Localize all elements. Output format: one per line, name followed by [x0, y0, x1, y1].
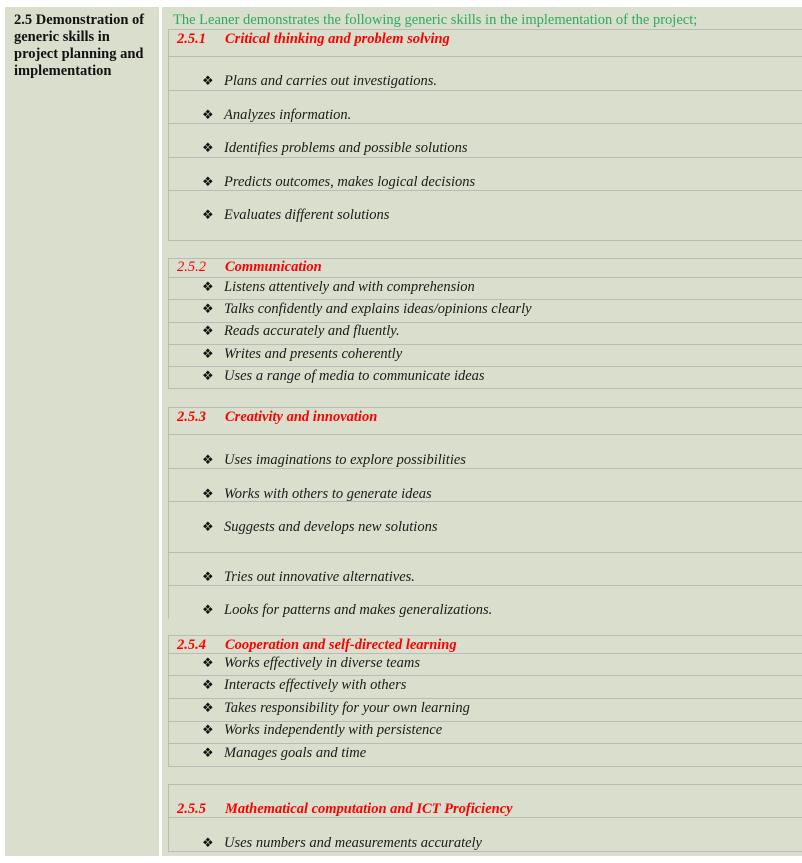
list-item: ❖ Talks confidently and explains ideas/opinions clearly	[202, 301, 532, 317]
rule	[168, 552, 802, 553]
diamond-bullet-icon: ❖	[202, 835, 214, 850]
diamond-bullet-icon: ❖	[202, 279, 214, 294]
rule	[168, 157, 802, 158]
list-item: ❖ Works independently with persistence	[202, 722, 443, 738]
diamond-bullet-icon: ❖	[202, 452, 214, 467]
rule	[168, 766, 802, 767]
rule	[168, 90, 802, 91]
list-item: ❖ Tries out innovative alternatives.	[202, 569, 415, 585]
list-item: ❖ Works effectively in diverse teams	[202, 655, 420, 671]
diamond-bullet-icon: ❖	[202, 301, 214, 316]
diamond-bullet-icon: ❖	[202, 346, 214, 361]
section-number: 2.5.3	[177, 409, 206, 425]
list-item: ❖ Interacts effectively with others	[202, 677, 407, 693]
rule	[168, 240, 802, 241]
rule	[168, 434, 802, 435]
diamond-bullet-icon: ❖	[202, 174, 214, 189]
list-item: ❖ Works with others to generate ideas	[202, 486, 432, 502]
rule	[168, 784, 169, 851]
list-item: ❖ Reads accurately and fluently.	[202, 323, 400, 339]
list-item: ❖ Listens attentively and with comprehension	[202, 279, 475, 295]
section-number: 2.5.4	[177, 637, 206, 653]
diamond-bullet-icon: ❖	[202, 745, 214, 760]
rule	[168, 56, 802, 57]
section-number: 2.5.1	[177, 31, 206, 47]
row-heading: 2.5 Demonstration of generic skills in project planning and implementation	[14, 12, 145, 79]
rule	[168, 388, 802, 389]
section-title: Critical thinking and problem solving	[225, 31, 450, 47]
section-number: 2.5.5	[177, 801, 206, 817]
diamond-bullet-icon: ❖	[202, 486, 214, 501]
diamond-bullet-icon: ❖	[202, 569, 214, 584]
right-column-cell	[162, 7, 802, 856]
diamond-bullet-icon: ❖	[202, 602, 214, 617]
diamond-bullet-icon: ❖	[202, 323, 214, 338]
intro-text: The Leaner demonstrates the following generic skills in the implementation of the project;	[173, 12, 698, 28]
diamond-bullet-icon: ❖	[202, 700, 214, 715]
list-item: ❖ Uses numbers and measurements accurately	[202, 835, 482, 851]
list-item: ❖ Writes and presents coherently	[202, 346, 403, 362]
section-number: 2.5.2	[177, 259, 206, 275]
diamond-bullet-icon: ❖	[202, 368, 214, 383]
list-item: ❖ Takes responsibility for your own learning	[202, 700, 470, 716]
rule	[168, 635, 169, 766]
diamond-bullet-icon: ❖	[202, 73, 214, 88]
rule	[168, 29, 169, 240]
section-heading	[177, 30, 450, 48]
section-heading	[177, 800, 513, 818]
list-item: ❖ Analyzes information.	[202, 107, 352, 123]
list-item: ❖ Evaluates different solutions	[202, 207, 390, 223]
list-item: ❖ Uses a range of media to communicate ideas	[202, 368, 485, 384]
diamond-bullet-icon: ❖	[202, 519, 214, 534]
list-item: ❖ Manages goals and time	[202, 745, 367, 761]
section-heading	[177, 636, 457, 654]
section-heading	[177, 258, 322, 276]
section-title: Cooperation and self-directed learning	[225, 637, 457, 653]
diamond-bullet-icon: ❖	[202, 655, 214, 670]
section-title: Creativity and innovation	[225, 409, 378, 425]
left-column-cell	[5, 7, 159, 856]
list-item: ❖ Uses imaginations to explore possibilities	[202, 452, 466, 468]
diamond-bullet-icon: ❖	[202, 677, 214, 692]
list-item: ❖ Plans and carries out investigations.	[202, 73, 438, 89]
diamond-bullet-icon: ❖	[202, 107, 214, 122]
rule	[168, 407, 169, 619]
list-item: ❖ Looks for patterns and makes generalizations.	[202, 602, 493, 618]
list-item: ❖ Predicts outcomes, makes logical decisions	[202, 174, 476, 190]
rule	[168, 258, 169, 388]
section-heading	[177, 408, 377, 426]
list-item: ❖ Identifies problems and possible solutions	[202, 140, 468, 156]
section-title: Mathematical computation and ICT Proficiency	[225, 801, 513, 817]
diamond-bullet-icon: ❖	[202, 207, 214, 222]
list-item: ❖ Suggests and develops new solutions	[202, 519, 438, 535]
diamond-bullet-icon: ❖	[202, 722, 214, 737]
rule	[168, 784, 802, 785]
diamond-bullet-icon: ❖	[202, 140, 214, 155]
section-title: Communication	[225, 259, 322, 275]
